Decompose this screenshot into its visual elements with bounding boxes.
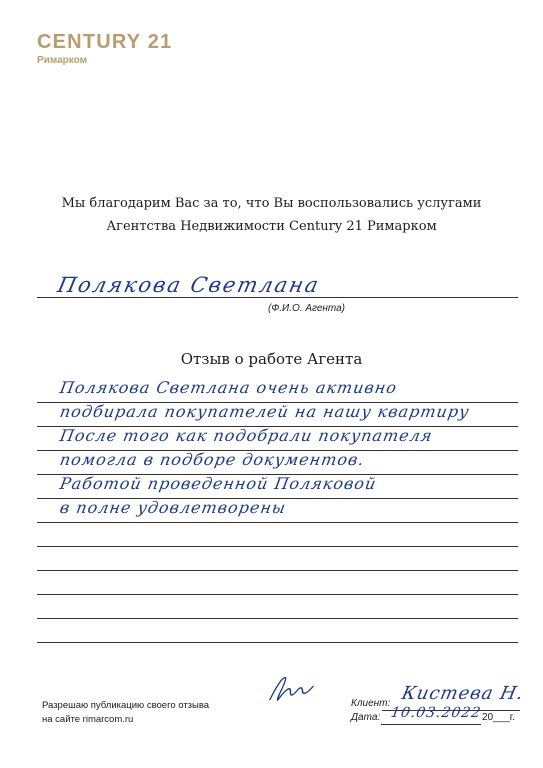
review-line: Работой проведенной Поляковой: [58, 474, 379, 493]
ruled-line: [37, 642, 518, 643]
review-line: Полякова Светлана очень активно: [58, 378, 399, 397]
date-handwritten: 10.03.2022: [389, 705, 483, 721]
client-signature: [263, 672, 321, 711]
review-line: помогла в подборе документов.: [58, 450, 367, 469]
ruled-line: [37, 546, 518, 547]
logo-office: Римарком: [37, 55, 87, 66]
review-title: Отзыв о работе Агента: [180, 350, 363, 368]
consent-line-1: Разрешаю публикацию своего отзыва: [42, 700, 210, 711]
review-line: подбирала покупателей на нашу квартиру: [58, 402, 472, 421]
company-logo: [37, 31, 172, 67]
date-year-suffix: 20___г.: [482, 712, 516, 723]
agent-name-line: [37, 297, 518, 298]
review-handwritten-text: [60, 376, 520, 520]
review-line: в полне удовлетворены: [58, 498, 288, 517]
ruled-line: [37, 522, 518, 523]
ruled-line: [37, 570, 518, 571]
ruled-line: [37, 594, 518, 595]
intro-text: [0, 192, 543, 238]
intro-line-1: Мы благодарим Вас за то, что Вы воспользовались услугами: [61, 196, 482, 211]
publication-consent: [42, 699, 209, 727]
intro-line-2: Агентства Недвижимости Century 21 Римарком: [106, 219, 437, 234]
date-label: Дата:: [351, 712, 381, 723]
agent-name-handwritten: Полякова Светлана: [55, 273, 323, 297]
consent-line-2: на сайте rimarcom.ru: [42, 714, 134, 725]
agent-name-caption: (Ф.И.О. Агента): [268, 303, 345, 314]
review-line: После того как подобрали покупателя: [58, 426, 435, 445]
client-label: Клиент:: [351, 698, 391, 709]
ruled-line: [37, 618, 518, 619]
logo-brand: CENTURY 21: [37, 31, 173, 53]
client-name-handwritten: Кистева Н.: [399, 683, 526, 704]
date-line: [381, 724, 481, 725]
